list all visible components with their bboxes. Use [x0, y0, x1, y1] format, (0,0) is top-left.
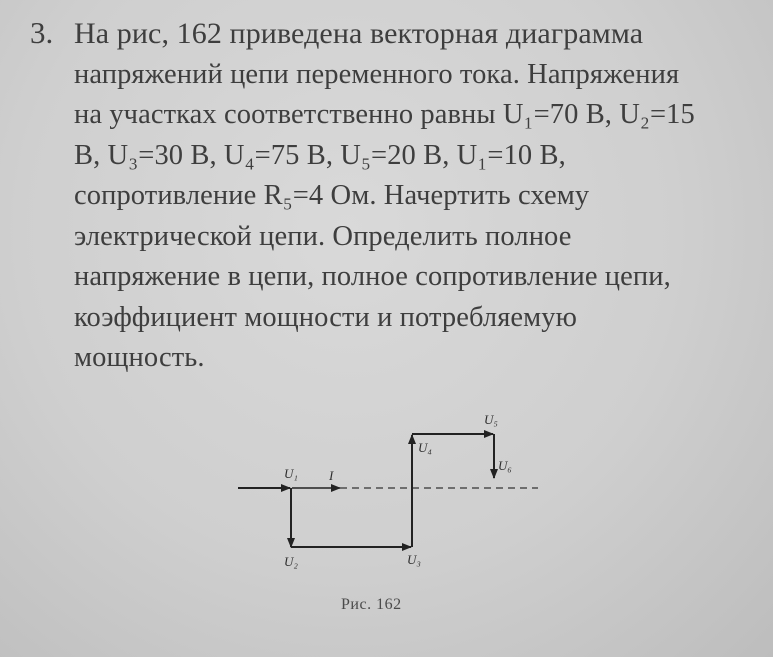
problem-line: мощность. — [74, 342, 205, 373]
label-u4: U₄ — [418, 440, 432, 455]
label-u3: U₃ — [407, 552, 421, 567]
figure-caption: Рис. 162 — [341, 596, 402, 613]
problem-line: электрической цепи. Определить полное — [74, 220, 572, 252]
label-u2: U₂ — [284, 554, 298, 569]
problem-line: напряжение в цепи, полное сопротивление цепи, — [74, 261, 671, 292]
problem-text — [74, 14, 754, 379]
label-u5: U₅ — [484, 412, 498, 427]
problem-line: коэффициент мощности и потребляемую — [74, 301, 578, 333]
problem-line: сопротивление R₅=4 Ом. Начертить схему — [74, 180, 590, 211]
problem-line: В, U₃=30 В, U₄=75 В, U₅=20 В, U₁=10 В, — [74, 139, 566, 171]
problem-number: 3. — [30, 15, 54, 50]
problem-line: на участках соответственно равны U₁=70 В, U₂=15 — [74, 99, 695, 130]
vector-diagram — [230, 402, 550, 592]
problem-line: напряжений цепи переменного тока. Напряжения — [74, 58, 680, 90]
label-u6: U₆ — [498, 458, 512, 473]
label-i: I — [329, 468, 334, 483]
label-u1: U₁ — [284, 466, 298, 481]
vector-diagram-svg — [230, 402, 550, 592]
problem-line: На рис, 162 приведена векторная диаграмма — [74, 17, 644, 50]
